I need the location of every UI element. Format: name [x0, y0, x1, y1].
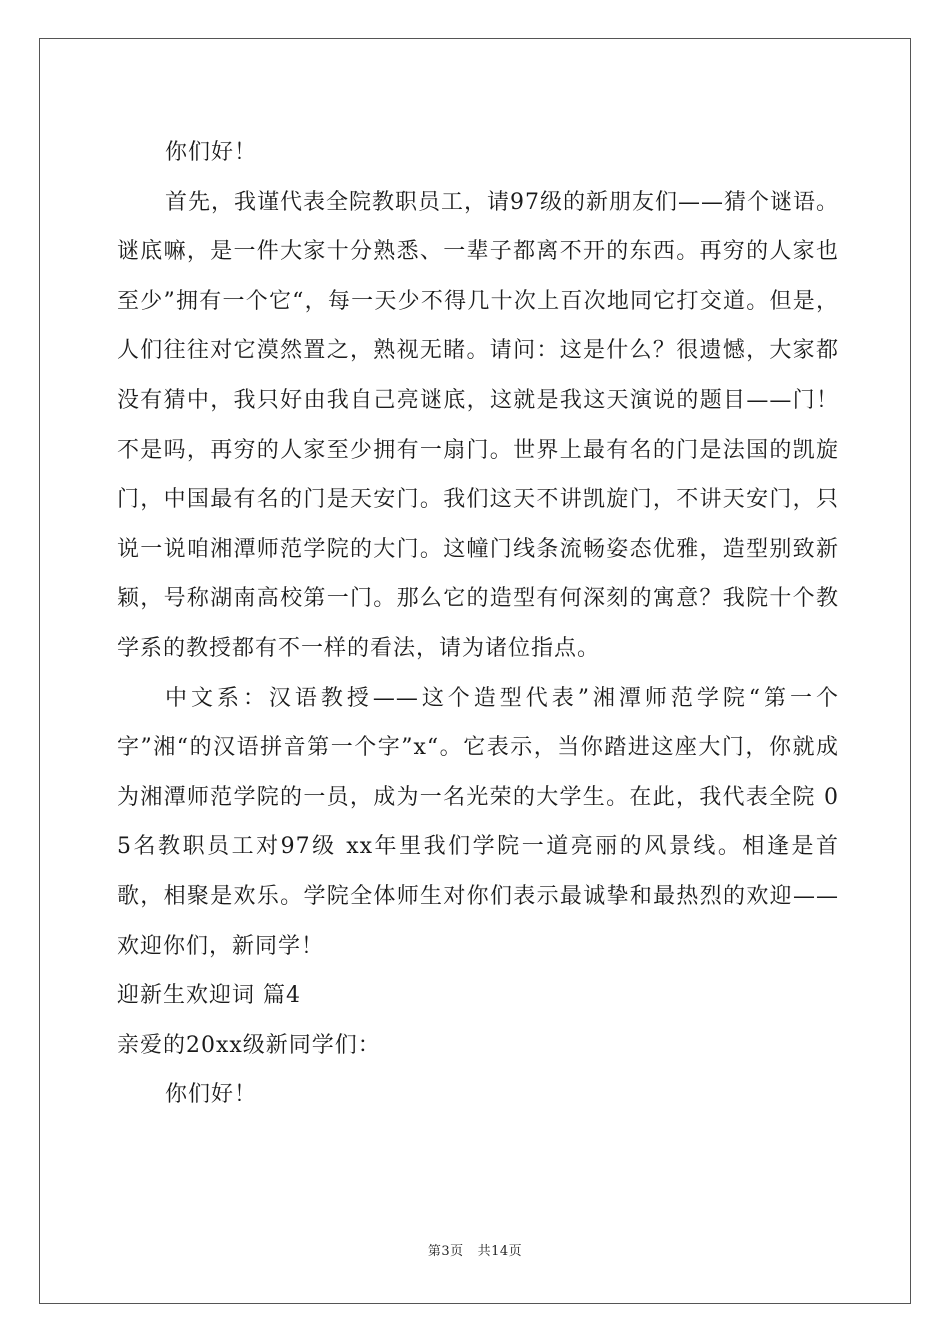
greeting-paragraph: 你们好！	[165, 140, 258, 165]
body-paragraph-chinese-dept: 中文系：汉语教授——这个造型代表”湘潭师范学院“第一个字”湘“的汉语拼音第一个字”x“。它表示，当你踏进这座大门，你就成为湘潭师范学院的一员，成为一名光荣的大学生。在此，我代表全院 0 5名教职员工对97级 xx年里我们学院一道亮丽的风景线。相逢是首歌，相聚是欢乐。学院全体师生对你们表示最诚挚和最热烈的欢迎——欢迎你们，新同学！	[117, 685, 839, 959]
page-total: 共14页	[477, 1244, 523, 1259]
body-paragraph-riddle: 首先，我谨代表全院教职员工，请97级的新朋友们——猜个谜语。谜底嘛，是一件大家十分熟悉、一辈子都离不开的东西。再穷的人家也至少”拥有一个它“，每一天少不得几十次上百次地同它打交道。但是，人们往往对它漠然置之，熟视无睹。请问：这是什么？很遗憾，大家都没有猜中，我只好由我自己亮谜底，这就是我这天演说的题目——门！不是吗，再穷的人家至少拥有一扇门。世界上最有名的门是法国的凯旋门，中国最有名的门是天安门。我们这天不讲凯旋门，不讲天安门，只说一说咱湘潭师范学院的大门。这幢门线条流畅姿态优雅，造型别致新颖，号称湖南高校第一门。那么它的造型有何深刻的寓意？我院十个教学系的教授都有不一样的看法，请为诸位指点。	[117, 189, 839, 661]
page-footer	[0, 1240, 950, 1259]
page-number: 第3页	[427, 1244, 464, 1259]
section-heading: 迎新生欢迎词 篇4	[117, 983, 301, 1009]
greeting-paragraph-2: 你们好！	[165, 1082, 258, 1108]
salutation: 亲爱的20xx级新同学们：	[117, 1032, 381, 1058]
document-body	[117, 128, 839, 1120]
